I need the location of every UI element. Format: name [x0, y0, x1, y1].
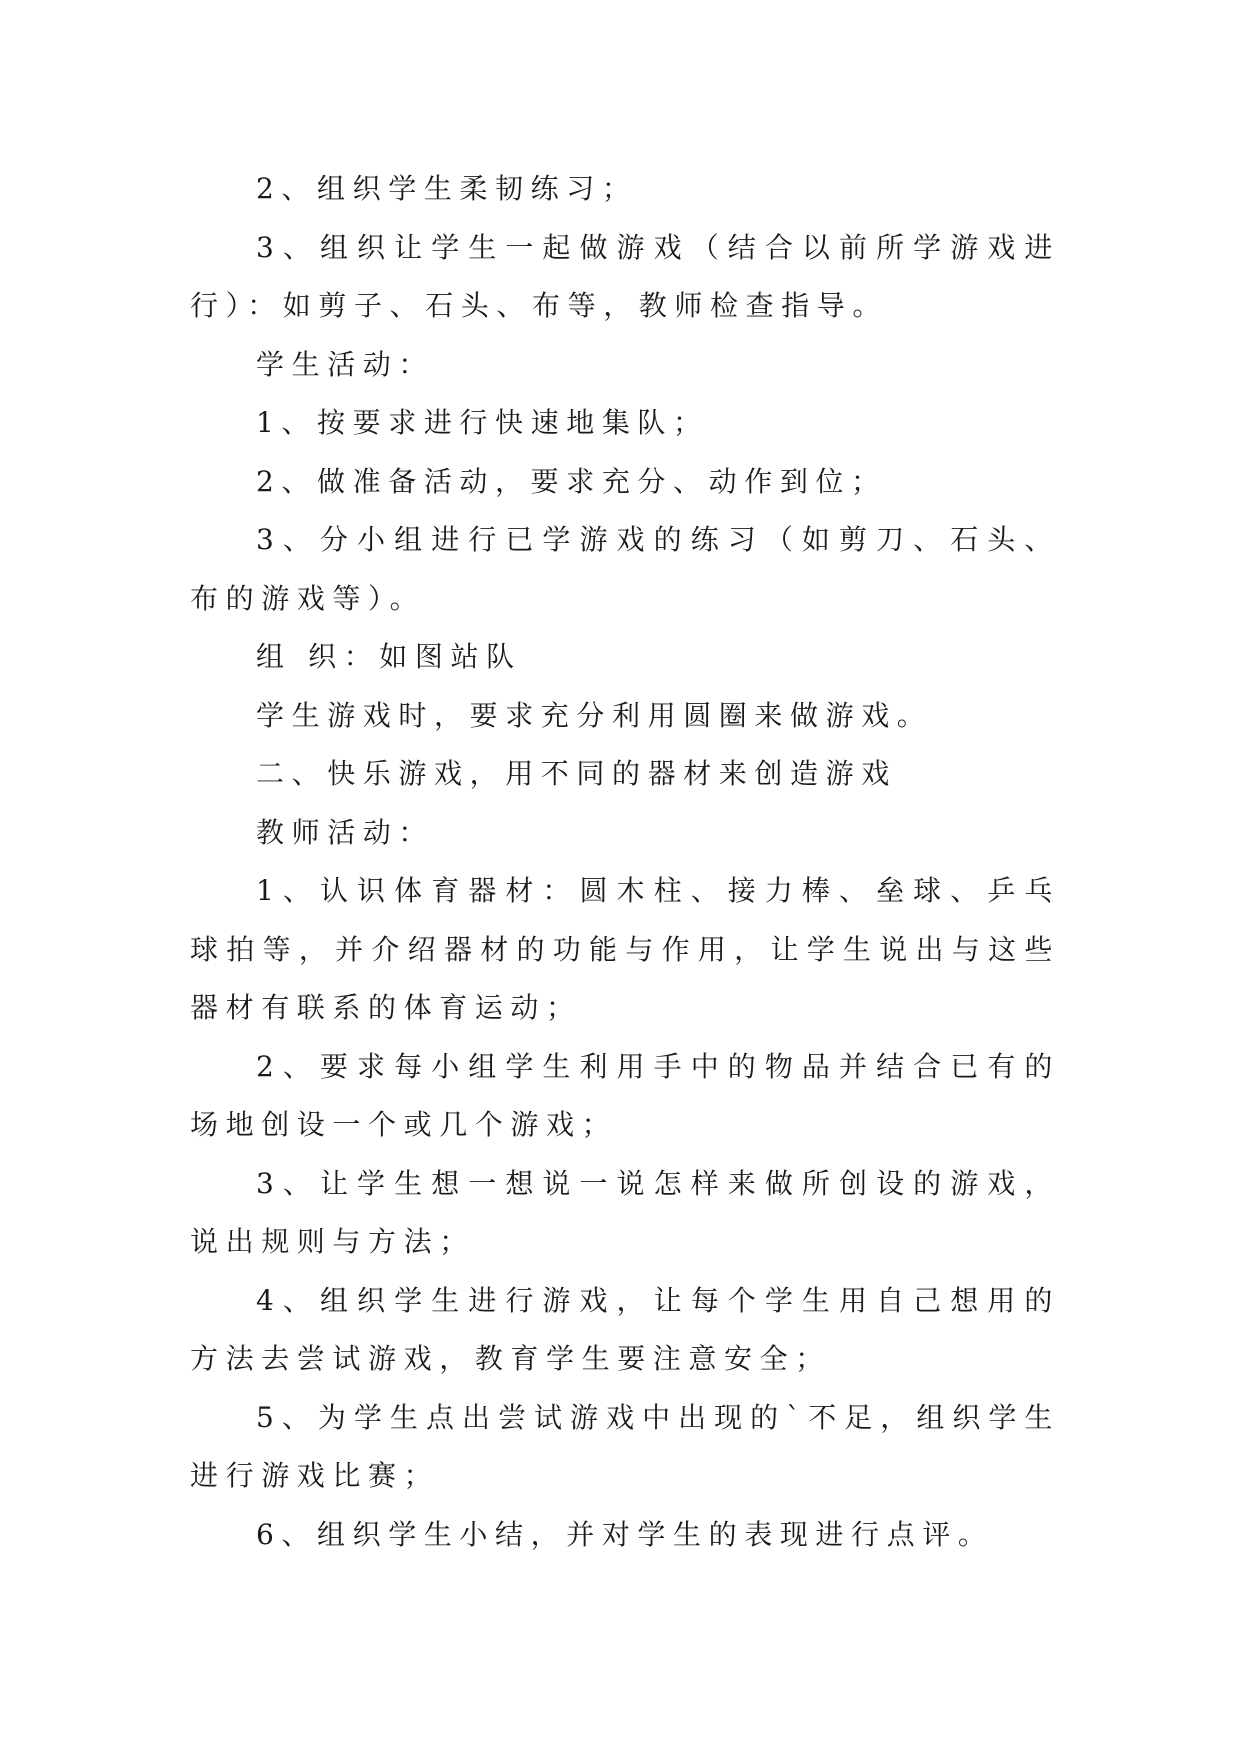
paragraph: 3、组织让学生一起做游戏（结合以前所学游戏进行）：如剪子、石头、布等，教师检查指导。: [190, 230, 1060, 322]
paragraph: 组 织：如图站队: [256, 640, 522, 673]
paragraph: 2、做准备活动，要求充分、动作到位；: [256, 464, 887, 498]
paragraph: 3、分小组进行已学游戏的练习（如剪刀、石头、布的游戏等）。: [190, 523, 1060, 615]
paragraph: 6、组织学生小结，并对学生的表现进行点评。: [256, 1517, 994, 1551]
paragraph: 教师活动：: [256, 815, 435, 849]
document-body: [190, 160, 1060, 1564]
paragraph: 2、要求每小组学生利用手中的物品并结合已有的场地创设一个或几个游戏；: [190, 1049, 1060, 1141]
paragraph: 学生游戏时，要求充分利用圆圈来做游戏。: [256, 698, 933, 732]
paragraph: 3、让学生想一想说一说怎样来做所创设的游戏，说出规则与方法；: [190, 1166, 1060, 1258]
paragraph: 学生活动：: [256, 347, 435, 381]
paragraph: 5、为学生点出尝试游戏中出现的`不足，组织学生进行游戏比赛；: [190, 1400, 1060, 1492]
paragraph: 1、按要求进行快速地集队；: [256, 406, 709, 439]
paragraph: 4、组织学生进行游戏，让每个学生用自己想用的方法去尝试游戏，教育学生要注意安全；: [190, 1283, 1060, 1375]
paragraph: 2、组织学生柔韧练习；: [256, 172, 638, 205]
section-heading: 二、快乐游戏，用不同的器材来创造游戏: [256, 757, 897, 790]
paragraph: 1、认识体育器材：圆木柱、接力棒、垒球、乒乓球拍等，并介绍器材的功能与作用，让学生说出与这些器材有联系的体育运动；: [190, 874, 1060, 1024]
